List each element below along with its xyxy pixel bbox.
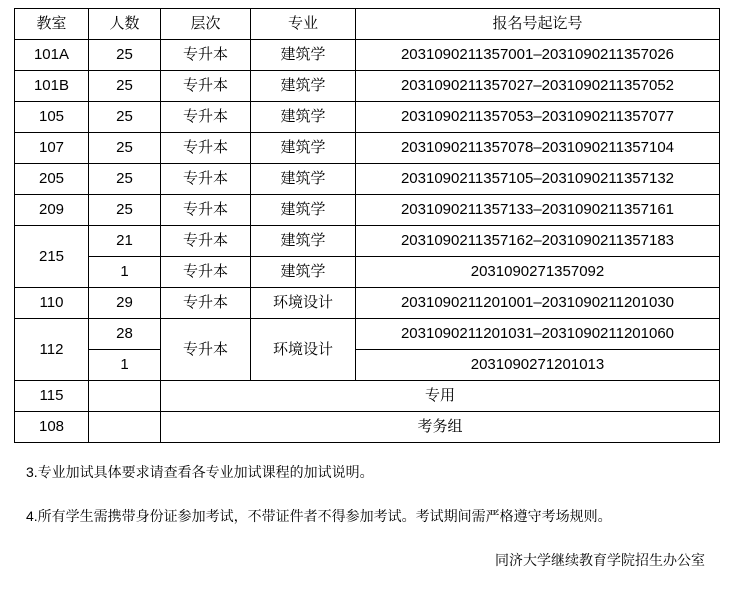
cell-room: 101B <box>15 71 89 102</box>
table-row <box>15 257 720 288</box>
cell-major: 建筑学 <box>251 226 356 257</box>
cell-numbers: 2031090271201013 <box>356 350 720 381</box>
cell-count: 1 <box>89 257 161 288</box>
table-row <box>15 102 720 133</box>
table-row <box>15 412 720 443</box>
cell-major: 建筑学 <box>251 257 356 288</box>
cell-major: 建筑学 <box>251 71 356 102</box>
table-row <box>15 226 720 257</box>
table-row <box>15 381 720 412</box>
cell-major: 建筑学 <box>251 195 356 226</box>
cell-numbers: 专用 <box>161 381 720 412</box>
cell-count <box>89 381 161 412</box>
cell-count: 25 <box>89 133 161 164</box>
cell-level: 专升本 <box>161 226 251 257</box>
cell-level: 专升本 <box>161 257 251 288</box>
column-header-major: 专业 <box>251 9 356 40</box>
table-row <box>15 195 720 226</box>
cell-level: 专升本 <box>161 164 251 195</box>
cell-numbers: 2031090211357053–2031090211357077 <box>356 102 720 133</box>
table-row <box>15 40 720 71</box>
cell-numbers: 2031090211357105–2031090211357132 <box>356 164 720 195</box>
cell-level: 专升本 <box>161 71 251 102</box>
cell-room: 209 <box>15 195 89 226</box>
cell-count: 25 <box>89 71 161 102</box>
cell-numbers: 2031090211357162–2031090211357183 <box>356 226 720 257</box>
cell-count: 29 <box>89 288 161 319</box>
cell-room: 108 <box>15 412 89 443</box>
cell-major: 建筑学 <box>251 133 356 164</box>
cell-count: 25 <box>89 164 161 195</box>
table-row <box>15 350 720 381</box>
cell-numbers: 2031090211201001–2031090211201030 <box>356 288 720 319</box>
cell-count: 21 <box>89 226 161 257</box>
cell-level: 专升本 <box>161 40 251 71</box>
cell-room: 112 <box>15 319 89 381</box>
document-page <box>0 8 733 599</box>
column-header-level: 层次 <box>161 9 251 40</box>
notes-section <box>26 461 733 528</box>
cell-numbers: 2031090211357078–2031090211357104 <box>356 133 720 164</box>
cell-count: 25 <box>89 102 161 133</box>
note-item: 3.专业加试具体要求请查看各专业加试课程的加试说明。 <box>26 464 374 480</box>
exam-room-table <box>14 8 720 443</box>
column-header-numbers: 报名号起讫号 <box>356 9 720 40</box>
cell-level: 专升本 <box>161 195 251 226</box>
cell-count <box>89 412 161 443</box>
table-row <box>15 133 720 164</box>
table-row <box>15 319 720 350</box>
table-row <box>15 164 720 195</box>
cell-numbers: 2031090211357133–2031090211357161 <box>356 195 720 226</box>
note-item: 4.所有学生需携带身份证参加考试，不带证件者不得参加考试。考试期间需严格遵守考场规则。 <box>26 508 612 525</box>
issuer-signature: 同济大学继续教育学院招生办公室 <box>495 551 705 568</box>
cell-level: 专升本 <box>161 288 251 319</box>
cell-room: 215 <box>15 226 89 288</box>
cell-room: 101A <box>15 40 89 71</box>
cell-room: 110 <box>15 288 89 319</box>
cell-level: 专升本 <box>161 102 251 133</box>
cell-major: 建筑学 <box>251 164 356 195</box>
cell-numbers: 2031090211357027–2031090211357052 <box>356 71 720 102</box>
cell-room: 105 <box>15 102 89 133</box>
cell-room: 205 <box>15 164 89 195</box>
cell-count: 25 <box>89 40 161 71</box>
cell-room: 107 <box>15 133 89 164</box>
cell-major: 环境设计 <box>251 288 356 319</box>
cell-count: 1 <box>89 350 161 381</box>
cell-count: 28 <box>89 319 161 350</box>
cell-level: 专升本 <box>161 319 251 381</box>
cell-major: 建筑学 <box>251 102 356 133</box>
table-row <box>15 71 720 102</box>
cell-major: 建筑学 <box>251 40 356 71</box>
cell-numbers: 2031090211357001–2031090211357026 <box>356 40 720 71</box>
column-header-room: 教室 <box>15 9 89 40</box>
cell-room: 115 <box>15 381 89 412</box>
column-header-count: 人数 <box>89 9 161 40</box>
table-header-row <box>15 9 720 40</box>
cell-count: 25 <box>89 195 161 226</box>
cell-numbers: 2031090271357092 <box>356 257 720 288</box>
cell-numbers: 2031090211201031–2031090211201060 <box>356 319 720 350</box>
cell-major: 环境设计 <box>251 319 356 381</box>
cell-numbers: 考务组 <box>161 412 720 443</box>
table-row <box>15 288 720 319</box>
cell-level: 专升本 <box>161 133 251 164</box>
